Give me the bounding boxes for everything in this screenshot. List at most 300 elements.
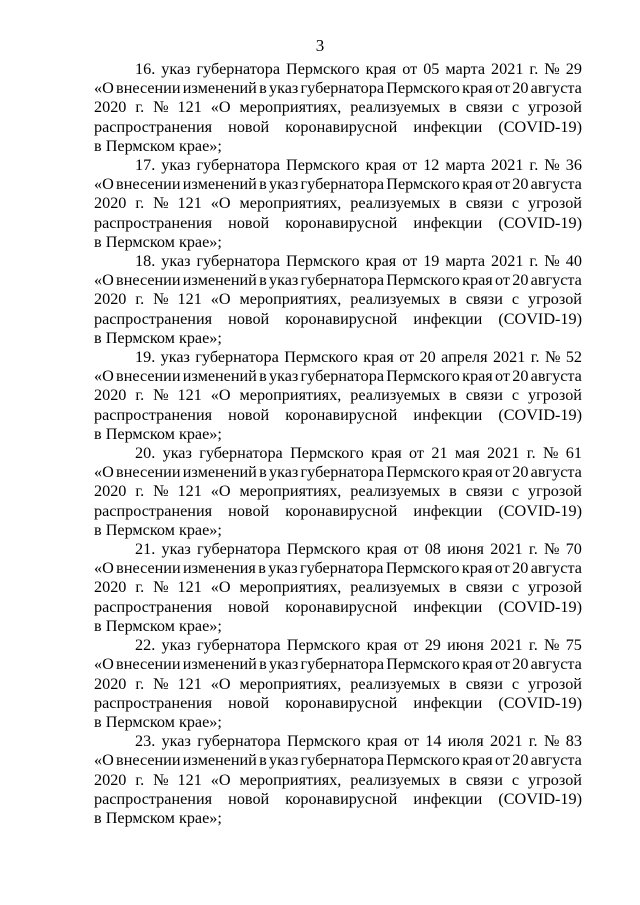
word: 2021: [490, 636, 523, 655]
word: изменений: [182, 463, 257, 482]
word: 2020: [94, 386, 127, 405]
word: 36: [565, 156, 582, 175]
word: изменения: [183, 559, 256, 578]
word: края: [371, 444, 402, 463]
word: (COVID-19): [498, 501, 582, 520]
word: Пермского: [290, 444, 364, 463]
word: 22.: [135, 636, 156, 655]
word: в: [449, 770, 457, 789]
word: от: [495, 751, 510, 770]
word: августа: [530, 79, 582, 98]
word: г.: [529, 60, 539, 78]
word: 20: [419, 348, 436, 367]
word: «О: [94, 271, 114, 290]
word: в: [449, 674, 457, 693]
word: от: [402, 60, 418, 78]
word: г.: [135, 194, 145, 213]
text-line: [94, 137, 582, 156]
word: губернатора: [197, 636, 281, 655]
word: Пермского: [386, 79, 460, 98]
word: угрозой: [527, 482, 582, 501]
word: (COVID-19): [498, 405, 582, 424]
word: в: [259, 79, 267, 98]
word: мероприятиях,: [239, 386, 342, 405]
word: мероприятиях,: [239, 98, 342, 117]
word: 70: [565, 540, 582, 559]
word: августа: [530, 175, 582, 194]
word: «О: [94, 79, 114, 98]
word: №: [544, 636, 560, 655]
word: «О: [210, 578, 231, 597]
word: края: [462, 175, 493, 194]
word: Пермского: [386, 751, 460, 770]
word: связи: [465, 386, 503, 405]
word: края: [462, 463, 493, 482]
word: 2021: [492, 348, 526, 367]
word: распространения: [94, 789, 213, 808]
word: внесении: [116, 367, 181, 386]
word: «О: [210, 770, 231, 789]
word: Пермского: [286, 540, 361, 559]
word: в Пермском крае»;: [94, 520, 222, 539]
list-item: [94, 732, 582, 828]
word: августа: [530, 463, 582, 482]
word: распространения: [94, 693, 213, 712]
text-line: [94, 386, 582, 405]
text-line: [94, 694, 582, 713]
word: №: [153, 674, 169, 693]
word: «О: [210, 290, 231, 309]
word: в Пермском крае»;: [94, 808, 222, 827]
word: августа: [530, 271, 582, 290]
word: марта: [445, 252, 486, 271]
word: распространения: [94, 501, 213, 520]
text-line: [94, 732, 582, 751]
word: в: [449, 194, 457, 213]
word: от: [399, 348, 415, 367]
word: инфекции: [413, 405, 483, 424]
word: новой: [228, 117, 270, 136]
text-line: [94, 713, 582, 732]
word: г.: [135, 770, 145, 789]
word: губернатора: [300, 367, 385, 386]
word: угрозой: [527, 290, 582, 309]
word: 2021: [487, 444, 520, 463]
word: указ: [161, 732, 191, 751]
text-line: [94, 444, 582, 463]
word: реализуемых: [350, 578, 441, 597]
text-line: [94, 502, 582, 521]
word: внесении: [116, 751, 181, 770]
word: Пермского: [385, 559, 460, 578]
word: марта: [445, 156, 486, 175]
word: угрозой: [527, 98, 582, 117]
word: 20: [512, 559, 529, 578]
word: в Пермском крае»;: [94, 136, 222, 155]
word: г.: [528, 540, 538, 559]
word: связи: [465, 194, 503, 213]
word: 121: [177, 194, 202, 213]
word: в: [259, 367, 267, 386]
word: г.: [135, 386, 145, 405]
word: от: [403, 540, 419, 559]
text-line: [94, 617, 582, 636]
word: губернатора: [300, 271, 385, 290]
word: с: [511, 770, 520, 789]
text-line: [94, 290, 582, 309]
word: изменений: [182, 271, 257, 290]
word: «О: [94, 367, 114, 386]
word: изменений: [182, 751, 257, 770]
word: 20: [512, 175, 529, 194]
word: инфекции: [413, 117, 483, 136]
word: Пермского: [286, 636, 361, 655]
word: губернатора: [300, 175, 385, 194]
word: реализуемых: [350, 674, 441, 693]
list-item: [94, 252, 582, 348]
word: внесении: [116, 271, 181, 290]
word: №: [153, 386, 169, 405]
word: коронавирусной: [285, 213, 398, 232]
word: реализуемых: [350, 770, 441, 789]
word: «О: [210, 386, 231, 405]
word: от: [409, 444, 424, 463]
word: 12: [423, 156, 440, 175]
word: 21: [431, 444, 448, 463]
word: губернатора: [196, 252, 281, 271]
word: губернатора: [299, 559, 384, 578]
word: 2020: [94, 674, 127, 693]
word: 2020: [94, 770, 127, 789]
word: угрозой: [527, 194, 582, 213]
word: реализуемых: [350, 290, 441, 309]
word: коронавирусной: [285, 789, 398, 808]
word: мая: [454, 444, 480, 463]
word: губернатора: [197, 540, 281, 559]
word: новой: [228, 693, 270, 712]
word: коронавирусной: [285, 693, 398, 712]
text-line: [94, 482, 582, 501]
word: указ: [160, 348, 190, 367]
text-line: [94, 60, 582, 79]
word: изменений: [182, 655, 257, 674]
word: №: [544, 60, 560, 78]
word: внесении: [116, 79, 181, 98]
word: губернатора: [197, 732, 281, 751]
word: г.: [135, 98, 145, 117]
text-line: [94, 598, 582, 617]
word: в: [449, 482, 457, 501]
word: г.: [528, 636, 538, 655]
text-line: [94, 751, 582, 770]
word: инфекции: [413, 693, 483, 712]
word: «О: [94, 559, 114, 578]
word: коронавирусной: [285, 117, 398, 136]
word: г.: [530, 348, 540, 367]
text-line: [94, 329, 582, 348]
word: 14: [425, 732, 442, 751]
text-line: [94, 521, 582, 540]
word: коронавирусной: [285, 597, 398, 616]
word: июля: [447, 732, 484, 751]
word: (COVID-19): [498, 309, 582, 328]
word: изменений: [182, 175, 257, 194]
word: края: [365, 156, 397, 175]
word: №: [544, 540, 560, 559]
word: в Пермском крае»;: [94, 712, 222, 731]
word: указ: [268, 559, 298, 578]
word: г.: [528, 732, 538, 751]
word: апреля: [441, 348, 488, 367]
page-number: 3: [315, 36, 325, 55]
word: края: [461, 559, 493, 578]
word: 23.: [135, 732, 156, 751]
word: Пермского: [386, 271, 460, 290]
word: г.: [529, 252, 539, 271]
text-line: [94, 98, 582, 117]
word: края: [365, 60, 397, 78]
word: мероприятиях,: [239, 578, 342, 597]
word: края: [462, 271, 493, 290]
word: в Пермском крае»;: [94, 424, 222, 443]
word: связи: [465, 290, 503, 309]
word: новой: [228, 405, 270, 424]
text-line: [94, 790, 582, 809]
word: губернатора: [300, 79, 385, 98]
word: с: [511, 194, 520, 213]
word: реализуемых: [350, 386, 441, 405]
word: Пермского: [386, 463, 460, 482]
word: 2020: [94, 194, 127, 213]
word: №: [153, 98, 169, 117]
word: августа: [530, 559, 582, 578]
word: изменений: [182, 79, 257, 98]
word: №: [544, 348, 561, 367]
text-line: [94, 809, 582, 828]
word: №: [544, 156, 560, 175]
word: губернатора: [196, 156, 281, 175]
word: в: [259, 655, 267, 674]
word: 08: [424, 540, 441, 559]
word: 17.: [135, 156, 156, 175]
text-line: [94, 252, 582, 271]
word: 29: [565, 60, 582, 78]
word: связи: [465, 674, 503, 693]
word: распространения: [94, 405, 213, 424]
word: 40: [565, 252, 582, 271]
word: 16.: [135, 60, 156, 78]
word: мероприятиях,: [239, 770, 342, 789]
word: распространения: [94, 117, 213, 136]
word: 61: [565, 444, 582, 463]
word: внесении: [116, 655, 181, 674]
word: 05: [423, 60, 440, 78]
word: от: [495, 175, 510, 194]
word: края: [462, 751, 493, 770]
word: 121: [177, 98, 202, 117]
word: №: [153, 194, 169, 213]
word: Пермского: [386, 367, 460, 386]
word: внесении: [116, 559, 181, 578]
word: (COVID-19): [498, 597, 582, 616]
word: 20: [512, 751, 529, 770]
word: 21.: [135, 540, 156, 559]
word: коронавирусной: [285, 405, 398, 424]
word: от: [403, 732, 419, 751]
text-line: [94, 559, 582, 578]
word: 121: [177, 578, 202, 597]
word: изменений: [182, 367, 257, 386]
word: в Пермском крае»;: [94, 328, 222, 347]
word: новой: [228, 309, 270, 328]
word: 2021: [490, 732, 523, 751]
word: «О: [94, 463, 114, 482]
text-line: [94, 655, 582, 674]
word: №: [544, 252, 560, 271]
word: Пермского: [286, 156, 360, 175]
word: Пермского: [386, 175, 460, 194]
text-line: [94, 79, 582, 98]
list-item: [94, 348, 582, 444]
text-line: [94, 463, 582, 482]
word: инфекции: [413, 213, 483, 232]
text-line: [94, 425, 582, 444]
word: мероприятиях,: [239, 674, 342, 693]
word: указ: [269, 463, 299, 482]
text-line: [94, 233, 582, 252]
word: №: [153, 578, 169, 597]
word: г.: [526, 444, 536, 463]
list-item: [94, 444, 582, 540]
text-line: [94, 540, 582, 559]
word: распространения: [94, 213, 213, 232]
word: 2021: [491, 252, 524, 271]
word: №: [153, 770, 169, 789]
word: края: [365, 252, 397, 271]
word: от: [402, 156, 418, 175]
text-line: [94, 118, 582, 137]
word: Пермского: [286, 60, 360, 78]
word: 83: [565, 732, 582, 751]
word: угрозой: [527, 674, 582, 693]
word: внесении: [116, 175, 181, 194]
word: коронавирусной: [285, 309, 398, 328]
word: края: [367, 732, 398, 751]
word: губернатора: [199, 444, 283, 463]
word: от: [402, 252, 418, 271]
word: от: [494, 559, 510, 578]
word: «О: [94, 655, 114, 674]
word: 121: [177, 386, 202, 405]
word: марта: [445, 60, 486, 78]
word: 29: [424, 636, 441, 655]
word: августа: [530, 751, 582, 770]
word: «О: [210, 98, 231, 117]
word: с: [511, 482, 520, 501]
word: 20: [512, 271, 529, 290]
word: губернатора: [196, 60, 281, 78]
word: в: [449, 98, 457, 117]
word: (COVID-19): [498, 117, 582, 136]
word: от: [495, 79, 510, 98]
word: инфекции: [413, 309, 483, 328]
word: №: [153, 290, 169, 309]
word: в: [259, 751, 267, 770]
word: губернатора: [300, 751, 385, 770]
word: реализуемых: [350, 482, 441, 501]
word: г.: [529, 156, 539, 175]
word: (COVID-19): [498, 693, 582, 712]
word: Пермского: [386, 655, 460, 674]
word: инфекции: [413, 597, 483, 616]
word: угрозой: [527, 386, 582, 405]
word: реализуемых: [350, 98, 441, 117]
word: указ: [269, 79, 299, 98]
word: июня: [447, 636, 485, 655]
text-line: [94, 271, 582, 290]
word: с: [511, 290, 520, 309]
text-line: [94, 578, 582, 597]
word: края: [462, 655, 493, 674]
word: новой: [228, 213, 270, 232]
word: 19.: [135, 348, 156, 367]
word: (COVID-19): [498, 789, 582, 808]
word: угрозой: [527, 770, 582, 789]
word: с: [511, 674, 520, 693]
word: 2020: [94, 578, 127, 597]
word: «О: [94, 751, 114, 770]
word: в: [258, 559, 266, 578]
word: края: [366, 540, 398, 559]
word: 121: [177, 482, 202, 501]
word: 75: [565, 636, 582, 655]
text-line: [94, 636, 582, 655]
text-line: [94, 310, 582, 329]
word: инфекции: [413, 501, 483, 520]
word: внесении: [116, 463, 181, 482]
word: указ: [269, 367, 299, 386]
word: 121: [177, 770, 202, 789]
word: связи: [465, 482, 503, 501]
word: с: [511, 386, 520, 405]
word: связи: [465, 98, 503, 117]
word: края: [363, 348, 394, 367]
text-line: [94, 156, 582, 175]
word: 2020: [94, 98, 127, 117]
word: связи: [465, 578, 503, 597]
word: новой: [228, 501, 270, 520]
word: г.: [135, 674, 145, 693]
word: коронавирусной: [285, 501, 398, 520]
word: в: [449, 290, 457, 309]
text-line: [94, 675, 582, 694]
word: губернатора: [195, 348, 279, 367]
text-line: [94, 771, 582, 790]
word: (COVID-19): [498, 213, 582, 232]
word: 20: [512, 367, 529, 386]
word: 2020: [94, 482, 127, 501]
word: 121: [177, 674, 202, 693]
word: 20: [512, 655, 529, 674]
word: в: [449, 386, 457, 405]
word: от: [495, 367, 510, 386]
word: угрозой: [527, 578, 582, 597]
text-line: [94, 214, 582, 233]
word: в Пермском крае»;: [94, 232, 222, 251]
word: в: [449, 578, 457, 597]
word: августа: [530, 655, 582, 674]
word: губернатора: [300, 463, 385, 482]
